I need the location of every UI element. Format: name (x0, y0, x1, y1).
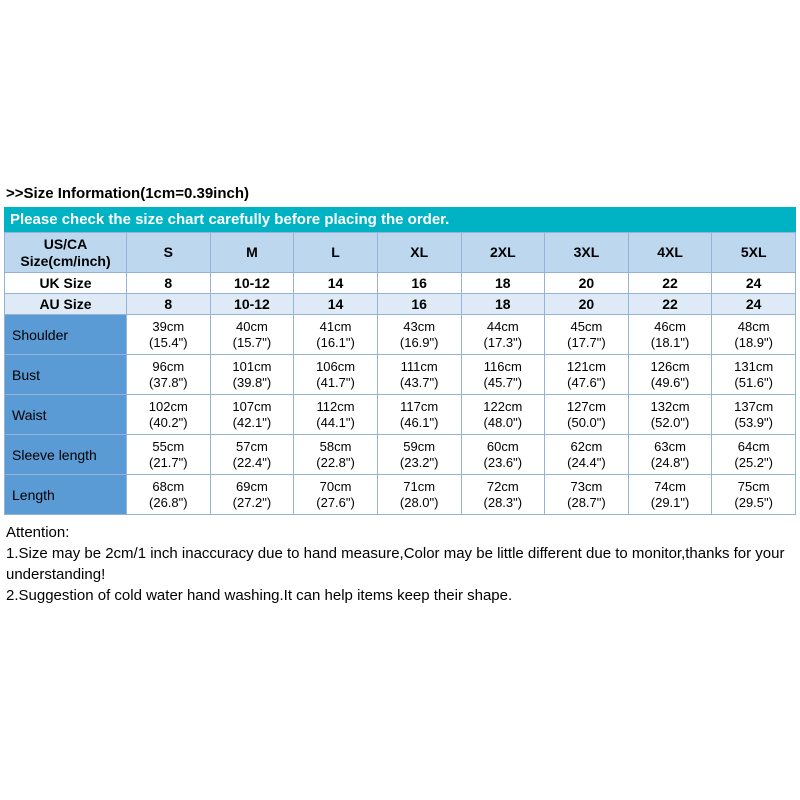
au-size-row (5, 294, 796, 315)
measurement-cell (461, 435, 545, 475)
inch-value: (51.6") (734, 374, 773, 390)
cm-value: 45cm (570, 318, 603, 334)
cm-value: 60cm (486, 438, 519, 454)
cm-value: 72cm (486, 478, 519, 494)
inch-value: (37.8") (149, 374, 188, 390)
measurement-cell (210, 475, 294, 515)
inch-value: (18.9") (734, 334, 773, 350)
measurement-cell (712, 315, 796, 355)
inch-value: (52.0") (650, 414, 690, 430)
cm-value: 57cm (236, 438, 268, 454)
inch-value: (21.7") (149, 454, 188, 470)
inch-value: (16.1") (316, 334, 355, 350)
measurement-row (5, 395, 796, 435)
cm-value: 74cm (654, 478, 686, 494)
inch-value: (50.0") (567, 414, 606, 430)
size-header-cell: 5XL (712, 233, 796, 273)
inch-value: (18.1") (650, 334, 690, 350)
au-size-value: 14 (294, 294, 378, 315)
cm-value: 96cm (152, 358, 185, 374)
measurement-cell (628, 355, 712, 395)
measurement-cell (377, 355, 461, 395)
inch-value: (47.6") (567, 374, 606, 390)
cm-value: 40cm (236, 318, 268, 334)
cm-value: 132cm (650, 398, 690, 414)
size-header-cell: 4XL (628, 233, 712, 273)
inch-value: (17.3") (483, 334, 523, 350)
measurement-cell (127, 315, 211, 355)
inch-value: (27.2") (232, 494, 272, 510)
measurement-cell (127, 475, 211, 515)
corner-header-cell (5, 233, 127, 273)
inch-value: (53.9") (734, 414, 773, 430)
measurement-row (5, 355, 796, 395)
measurement-cell (127, 355, 211, 395)
measurement-label: Length (5, 475, 127, 515)
cm-value: 102cm (148, 398, 188, 414)
uk-size-value: 10-12 (210, 273, 294, 294)
cm-value: 62cm (570, 438, 603, 454)
cm-value: 106cm (316, 358, 356, 374)
uk-size-value: 20 (545, 273, 629, 294)
au-size-label: AU Size (5, 294, 127, 315)
size-header-cell: 3XL (545, 233, 629, 273)
measurement-cell (210, 355, 294, 395)
cm-value: 70cm (319, 478, 352, 494)
inch-value: (46.1") (399, 414, 439, 430)
inch-value: (22.8") (316, 454, 355, 470)
attention-line-2: 2.Suggestion of cold water hand washing.It can help items keep their shape. (6, 587, 513, 604)
uk-size-value: 18 (461, 273, 545, 294)
cm-value: 116cm (483, 358, 522, 374)
measurement-cell (461, 475, 545, 515)
inch-value: (27.6") (316, 494, 355, 510)
measurement-label: Bust (5, 355, 127, 395)
measurement-cell (127, 395, 211, 435)
inch-value: (15.7") (232, 334, 272, 350)
inch-value: (45.7") (483, 374, 523, 390)
au-size-value: 10-12 (210, 294, 294, 315)
cm-value: 39cm (152, 318, 185, 334)
inch-value: (28.0") (399, 494, 439, 510)
inch-value: (28.3") (483, 494, 523, 510)
au-size-value: 16 (377, 294, 461, 315)
uk-size-value: 24 (712, 273, 796, 294)
measurement-label: Waist (5, 395, 127, 435)
inch-value: (28.7") (567, 494, 606, 510)
cm-value: 64cm (737, 438, 770, 454)
size-header-cell: M (210, 233, 294, 273)
cm-value: 126cm (650, 358, 690, 374)
au-size-value: 22 (628, 294, 712, 315)
size-header-cell: 2XL (461, 233, 545, 273)
au-size-value: 18 (461, 294, 545, 315)
cm-value: 121cm (566, 358, 606, 374)
inch-value: (48.0") (483, 414, 523, 430)
cm-value: 111cm (400, 358, 438, 374)
measurement-row (5, 435, 796, 475)
cm-value: 55cm (152, 438, 185, 454)
inch-value: (29.5") (734, 494, 773, 510)
measurement-row (5, 475, 796, 515)
uk-size-value: 8 (127, 273, 211, 294)
cm-value: 43cm (403, 318, 436, 334)
cm-value: 41cm (319, 318, 352, 334)
cm-value: 71cm (403, 478, 436, 494)
cm-value: 137cm (734, 398, 774, 414)
measurement-cell (210, 315, 294, 355)
inch-value: (23.6") (483, 454, 523, 470)
inch-value: (25.2") (734, 454, 773, 470)
inch-value: (23.2") (399, 454, 439, 470)
size-table (4, 232, 796, 515)
measurement-cell (294, 355, 378, 395)
cm-value: 46cm (654, 318, 686, 334)
au-size-value: 24 (712, 294, 796, 315)
inch-value: (40.2") (149, 414, 188, 430)
measurement-cell (545, 475, 629, 515)
cm-value: 44cm (486, 318, 519, 334)
measurement-cell (628, 395, 712, 435)
measurement-cell (377, 315, 461, 355)
cm-value: 73cm (570, 478, 603, 494)
measurement-cell (127, 435, 211, 475)
measurement-cell (628, 435, 712, 475)
cm-value: 122cm (483, 398, 523, 414)
au-size-value: 20 (545, 294, 629, 315)
measurement-cell (461, 355, 545, 395)
size-header-cell: XL (377, 233, 461, 273)
cm-value: 131cm (734, 358, 774, 374)
size-header-row (5, 233, 796, 273)
cm-value: 48cm (737, 318, 770, 334)
cm-value: 59cm (403, 438, 436, 454)
size-info-title: >>Size Information(1cm=0.39inch) (6, 185, 249, 202)
measurement-cell (294, 315, 378, 355)
measurement-cell (294, 435, 378, 475)
measurement-cell (377, 435, 461, 475)
measurement-cell (294, 475, 378, 515)
measurement-cell (545, 395, 629, 435)
inch-value: (39.8") (232, 374, 272, 390)
uk-size-value: 16 (377, 273, 461, 294)
au-size-value: 8 (127, 294, 211, 315)
cm-value: 75cm (737, 478, 770, 494)
inch-value: (26.8") (149, 494, 188, 510)
measurement-cell (461, 395, 545, 435)
cm-value: 63cm (654, 438, 686, 454)
measurement-cell (712, 355, 796, 395)
inch-value: (29.1") (650, 494, 690, 510)
cm-value: 127cm (566, 398, 606, 414)
measurement-cell (294, 395, 378, 435)
cm-value: 68cm (152, 478, 185, 494)
cm-value: 101cm (232, 358, 272, 374)
size-warning-banner: Please check the size chart carefully before placing the order. (4, 207, 796, 232)
attention-section (4, 515, 796, 606)
uk-size-value: 14 (294, 273, 378, 294)
measurement-label: Shoulder (5, 315, 127, 355)
inch-value: (15.4") (149, 334, 188, 350)
measurement-cell (377, 395, 461, 435)
inch-value: (42.1") (232, 414, 272, 430)
measurement-cell (545, 315, 629, 355)
uk-size-label: UK Size (5, 273, 127, 294)
inch-value: (24.8") (650, 454, 690, 470)
measurement-cell (461, 315, 545, 355)
measurement-row (5, 315, 796, 355)
measurement-label: Sleeve length (5, 435, 127, 475)
measurement-cell (210, 435, 294, 475)
measurement-cell (377, 475, 461, 515)
measurement-cell (712, 475, 796, 515)
inch-value: (44.1") (316, 414, 355, 430)
attention-title: Attention: (6, 524, 70, 541)
attention-line-1: 1.Size may be 2cm/1 inch inaccuracy due to hand measure,Color may be little different due to monitor,thanks for your understanding! (6, 545, 785, 583)
cm-value: 107cm (232, 398, 272, 414)
cm-value: 58cm (319, 438, 352, 454)
uk-size-value: 22 (628, 273, 712, 294)
uk-size-row (5, 273, 796, 294)
us-ca-label: US/CA (43, 235, 88, 252)
measurement-cell (210, 395, 294, 435)
cm-value: 117cm (400, 398, 439, 414)
inch-value: (22.4") (232, 454, 272, 470)
size-header-cell: L (294, 233, 378, 273)
inch-value: (41.7") (316, 374, 355, 390)
measurement-cell (545, 435, 629, 475)
measurement-cell (545, 355, 629, 395)
size-header-cell: S (127, 233, 211, 273)
inch-value: (16.9") (399, 334, 439, 350)
cm-inch-label: Size(cm/inch) (20, 252, 111, 269)
inch-value: (24.4") (567, 454, 606, 470)
inch-value: (43.7") (399, 374, 439, 390)
cm-value: 69cm (236, 478, 268, 494)
measurement-cell (628, 315, 712, 355)
measurement-cell (712, 435, 796, 475)
inch-value: (49.6") (650, 374, 690, 390)
measurement-cell (628, 475, 712, 515)
inch-value: (17.7") (567, 334, 606, 350)
measurement-cell (712, 395, 796, 435)
cm-value: 112cm (316, 398, 355, 414)
